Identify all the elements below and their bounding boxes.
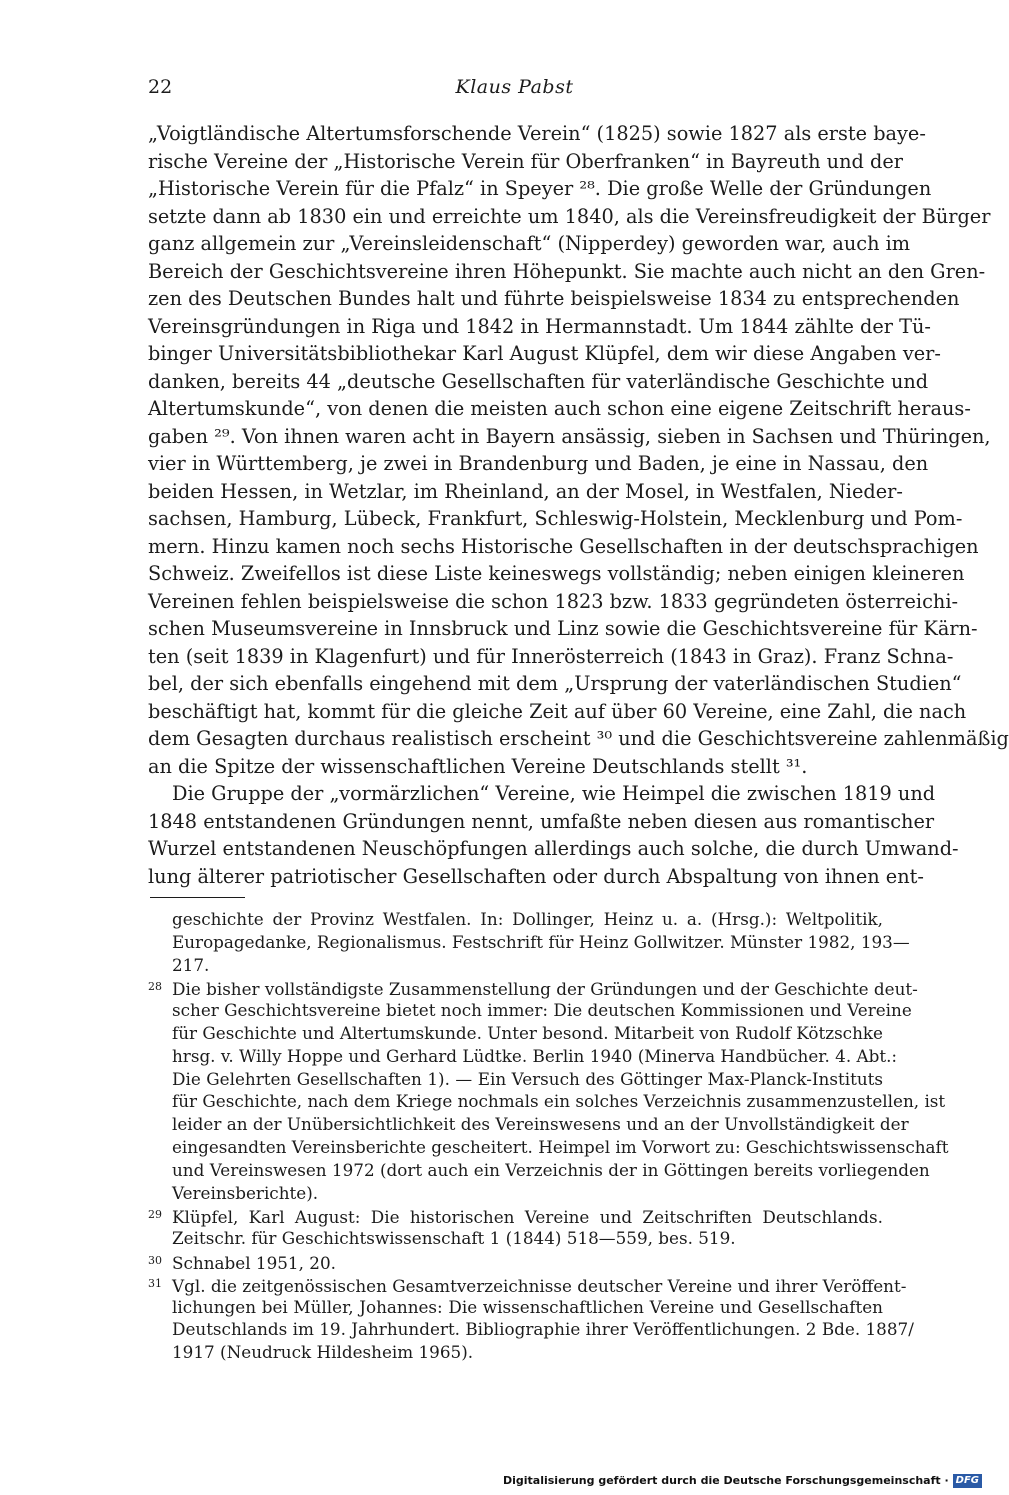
footnote-text: Klüpfel, Karl August: Die historischen Vereine und Zeitschriften Deutschlands. bbox=[172, 1207, 883, 1228]
body-line: sachsen, Hamburg, Lübeck, Frankfurt, Schleswig-Holstein, Mecklenburg und Pom- bbox=[148, 507, 963, 530]
body-line: zen des Deutschen Bundes halt und führte beispielsweise 1834 zu entsprechenden bbox=[148, 287, 960, 310]
footnote-number: 30 bbox=[148, 1253, 162, 1267]
footnote-line bbox=[148, 1296, 883, 1319]
footnote-line bbox=[148, 1182, 883, 1205]
footnote-text: scher Geschichtsvereine bietet noch immer: Die deutschen Kommissionen und Vereine bbox=[172, 1000, 912, 1021]
footnote-text: hrsg. v. Willy Hoppe und Gerhard Lüdtke. Berlin 1940 (Minerva Handbücher. 4. Abt.: bbox=[172, 1045, 898, 1066]
footnote-line bbox=[148, 1227, 883, 1250]
footnote-line bbox=[148, 1204, 883, 1227]
footnotes bbox=[148, 908, 949, 1364]
footnote-text: Deutschlands im 19. Jahrhundert. Bibliographie ihrer Veröffentlichungen. 2 Bde. 1887/ bbox=[172, 1319, 914, 1340]
body-line: „Historische Verein für die Pfalz“ in Speyer ²⁸. Die große Welle der Gründungen bbox=[148, 177, 932, 200]
footnote-text: 1917 (Neudruck Hildesheim 1965). bbox=[172, 1342, 474, 1363]
footnote-text: für Geschichte und Altertumskunde. Unter besond. Mitarbeit von Rudolf Kötzschke bbox=[172, 1022, 883, 1043]
footnote-line bbox=[148, 1318, 914, 1341]
running-title: Klaus Pabst bbox=[455, 76, 574, 98]
footnote-text: lichungen bei Müller, Johannes: Die wissenschaftlichen Vereine und Gesellschaften bbox=[172, 1296, 883, 1317]
footnote-separator bbox=[150, 897, 245, 898]
body-line: beschäftigt hat, kommt für die gleiche Zeit auf über 60 Vereine, eine Zahl, die nach bbox=[148, 699, 967, 723]
body-line: „Voigtländische Altertumsforschende Verein“ (1825) sowie 1827 als erste baye- bbox=[148, 122, 926, 145]
body-line: binger Universitätsbibliothekar Karl August Klüpfel, dem wir diese Angaben ver- bbox=[148, 342, 941, 365]
footnote-line bbox=[148, 1090, 946, 1113]
footnote-text: Vgl. die zeitgenössischen Gesamtverzeichnisse deutscher Vereine und ihrer Veröffent- bbox=[172, 1275, 907, 1296]
body-line: rische Vereine der „Historische Verein für Oberfranken“ in Bayreuth und der bbox=[148, 149, 903, 173]
footnote-line bbox=[148, 1250, 883, 1273]
footnote-text: eingesandten Vereinsberichte gescheitert. Heimpel im Vorwort zu: Geschichtswissenschaft bbox=[172, 1136, 949, 1157]
footnote-line bbox=[148, 976, 918, 1000]
footnote-text: und Vereinswesen 1972 (dort auch ein Verzeichnis der in Göttingen bereits vorliegenden bbox=[172, 1159, 930, 1180]
body-line: beiden Hessen, in Wetzlar, im Rheinland, an der Mosel, in Westfalen, Nieder- bbox=[148, 479, 903, 503]
body-line: setzte dann ab 1830 ein und erreichte um 1840, als die Vereinsfreudigkeit der Bürger bbox=[148, 204, 991, 228]
body-line: Vereinsgründungen in Riga und 1842 in Hermannstadt. Um 1844 zählte der Tü- bbox=[148, 314, 931, 338]
footnote-text: 217. bbox=[172, 954, 210, 975]
body-line: mern. Hinzu kamen noch sechs Historische Gesellschaften in der deutschsprachigen bbox=[148, 534, 979, 558]
body-line: gaben ²⁹. Von ihnen waren acht in Bayern ansässig, sieben in Sachsen und Thüringen, bbox=[148, 424, 991, 448]
footnote-line bbox=[148, 931, 910, 954]
body-line: Schweiz. Zweifellos ist diese Liste keineswegs vollständig; neben einigen kleineren bbox=[148, 562, 965, 585]
footnote-line bbox=[148, 1341, 883, 1364]
footnote-number: 28 bbox=[148, 980, 162, 994]
body-line: 1848 entstandenen Gründungen nennt, umfaßte neben diesen aus romantischer bbox=[148, 809, 935, 833]
footnote-line bbox=[148, 908, 883, 931]
body-line: vier in Württemberg, je zwei in Brandenburg und Baden, je eine in Nassau, den bbox=[148, 452, 929, 475]
body-text bbox=[148, 120, 1009, 890]
footnote-text: Europagedanke, Regionalismus. Festschrift für Heinz Gollwitzer. Münster 1982, 193— bbox=[172, 931, 910, 952]
footnote-text: geschichte der Provinz Westfalen. In: Dollinger, Heinz u. a. (Hrsg.): Weltpolitik, bbox=[172, 909, 883, 929]
footnote-text: Zeitschr. für Geschichtswissenschaft 1 (1844) 518—559, bes. 519. bbox=[172, 1228, 736, 1249]
page-number: 22 bbox=[148, 76, 173, 98]
footnote-line bbox=[148, 999, 912, 1022]
credit-text: Digitalisierung gefördert durch die Deutsche Forschungsgemeinschaft · bbox=[502, 1474, 949, 1487]
footnote-line bbox=[148, 1136, 949, 1159]
body-line: Vereinen fehlen beispielsweise die schon 1823 bzw. 1833 gegründeten österreichi- bbox=[148, 589, 958, 613]
footnote-text: Vereinsberichte). bbox=[172, 1182, 319, 1203]
footnote-line bbox=[148, 1022, 883, 1045]
digitization-credit bbox=[503, 1474, 982, 1488]
body-line: Altertumskunde“, von denen die meisten auch schon eine eigene Zeitschrift heraus- bbox=[148, 397, 971, 420]
footnote-text: leider an der Unübersichtlichkeit des Vereinswesens und an der Unvollständigkeit der bbox=[172, 1114, 909, 1135]
body-line: ten (seit 1839 in Klagenfurt) und für Innerösterreich (1843 in Graz). Franz Schna- bbox=[148, 644, 954, 668]
body-line: dem Gesagten durchaus realistisch erscheint ³⁰ und die Geschichtsvereine zahlenmäßig bbox=[148, 727, 1009, 750]
footnote-line bbox=[148, 1113, 909, 1136]
footnote-text: Die bisher vollständigste Zusammenstellung der Gründungen und der Geschichte deut- bbox=[172, 979, 918, 1000]
footnote-line bbox=[148, 1273, 907, 1296]
body-line: Die Gruppe der „vormärzlichen“ Vereine, wie Heimpel die zwischen 1819 und bbox=[172, 782, 936, 805]
footnote-line bbox=[148, 1068, 883, 1091]
body-line: Wurzel entstandenen Neuschöpfungen allerdings auch solche, die durch Umwand- bbox=[148, 837, 959, 860]
footnote-line bbox=[148, 954, 883, 977]
footnote-line bbox=[148, 1159, 930, 1182]
footnote-number: 29 bbox=[148, 1208, 162, 1222]
body-line: schen Museumsvereine in Innsbruck und Linz sowie die Geschichtsvereine für Kärn- bbox=[148, 617, 978, 640]
body-line: bel, der sich ebenfalls eingehend mit dem „Ursprung der vaterländischen Studien“ bbox=[148, 672, 962, 695]
footnote-text: Schnabel 1951, 20. bbox=[172, 1252, 336, 1273]
body-line: Bereich der Geschichtsvereine ihren Höhepunkt. Sie machte auch nicht an den Gren- bbox=[148, 259, 986, 283]
dfg-logo-icon: DFG bbox=[953, 1474, 982, 1488]
footnote-number: 31 bbox=[148, 1276, 162, 1290]
footnote-line bbox=[148, 1045, 898, 1068]
footnote-text: Die Gelehrten Gesellschaften 1). — Ein Versuch des Göttinger Max-Planck-Instituts bbox=[172, 1068, 883, 1089]
footnote-text: für Geschichte, nach dem Kriege nochmals ein solches Verzeichnis zusammenzustellen, ist bbox=[172, 1091, 946, 1112]
page-header bbox=[148, 76, 881, 106]
body-line: an die Spitze der wissenschaftlichen Vereine Deutschlands stellt ³¹. bbox=[148, 754, 808, 778]
body-line: lung älterer patriotischer Gesellschaften oder durch Abspaltung von ihnen ent- bbox=[148, 864, 924, 888]
body-line: ganz allgemein zur „Vereinsleidenschaft“ (Nipperdey) geworden war, auch im bbox=[148, 232, 911, 255]
body-line: danken, bereits 44 „deutsche Gesellschaften für vaterländische Geschichte und bbox=[148, 369, 929, 393]
